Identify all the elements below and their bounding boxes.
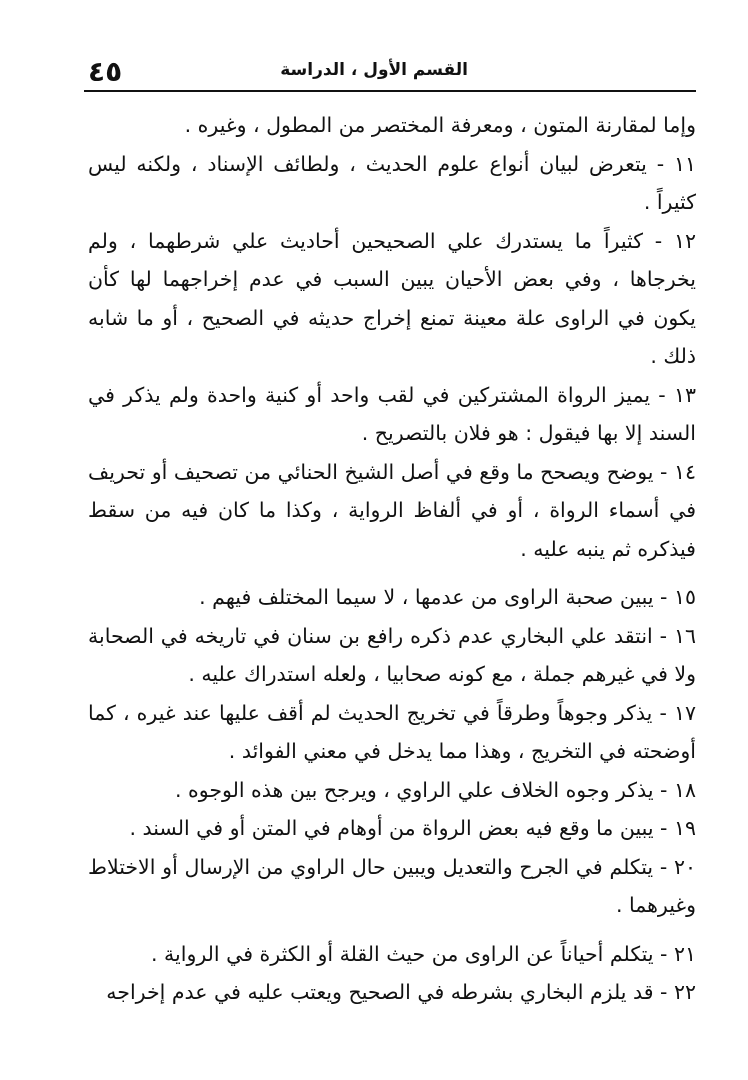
list-item-16: ١٦ - انتقد علي البخاري عدم ذكره رافع بن سنان في تاريخه في الصحابة ولا في غيرهم جملة ، مع كونه صحابيا ، ولعله استدراك عليه .: [88, 623, 696, 686]
body-text: [88, 106, 696, 1012]
list-item-18: ١٨ - يذكر وجوه الخلاف علي الراوي ، ويرجح بين هذه الوجوه .: [174, 777, 696, 802]
list-item-21: ٢١ - يتكلم أحياناً عن الراوى من حيث القلة أو الكثرة في الرواية .: [151, 941, 696, 966]
list-item-19: ١٩ - يبين ما وقع فيه بعض الرواة من أوهام في المتن أو في السند .: [129, 816, 696, 840]
list-item-20: ٢٠ - يتكلم في الجرح والتعديل ويبين حال الراوي من الإرسال أو الاختلاط وغيرهما .: [88, 854, 696, 917]
paragraph-continuation: وإما لمقارنة المتون ، ومعرفة المختصر من المطول ، وغيره .: [184, 113, 696, 137]
running-header: [84, 52, 696, 92]
page-number: ٤٥: [88, 55, 123, 88]
running-title: القسم الأول ، الدراسة: [280, 60, 468, 80]
list-item-15: ١٥ - يبين صحبة الراوى من عدمها ، لا سيما المختلف فيهم .: [199, 585, 696, 609]
list-item-17: ١٧ - يذكر وجوهاً وطرقاً في تخريج الحديث لم أقف عليها عند غيره ، كما أوضحته في التخريج ، وهذا مما يدخل في معني الفوائد .: [88, 700, 696, 763]
list-item-14: ١٤ - يوضح ويصحح ما وقع في أصل الشيخ الحنائي من تصحيف أو تحريف في أسماء الرواة ، أو في ألفاظ الرواية ، وكذا ما كان فيه من سقط فيذكره ثم ينبه عليه .: [88, 459, 696, 561]
list-item-11: ١١ - يتعرض لبيان أنواع علوم الحديث ، ولطائف الإسناد ، ولكنه ليس كثيراً .: [88, 151, 696, 214]
list-item-22: ٢٢ - قد يلزم البخاري بشرطه في الصحيح ويعتب عليه في عدم إخراجه: [106, 980, 696, 1004]
list-item-13: ١٣ - يميز الرواة المشتركين في لقب واحد أو كنية واحدة ولم يذكر في السند إلا بها فيقول : هو فلان بالتصريح .: [88, 382, 696, 445]
header-rule: [84, 90, 696, 92]
list-item-12: ١٢ - كثيراً ما يستدرك علي الصحيحين أحاديث علي شرطهما ، ولم يخرجاها ، وفي بعض الأحيان يبين السبب في عدم إخراجهما لها كأن يكون في الراوى علة معينة تمنع إخراج حديثه في الصحيح ، أو ما شابه ذلك .: [88, 228, 696, 368]
